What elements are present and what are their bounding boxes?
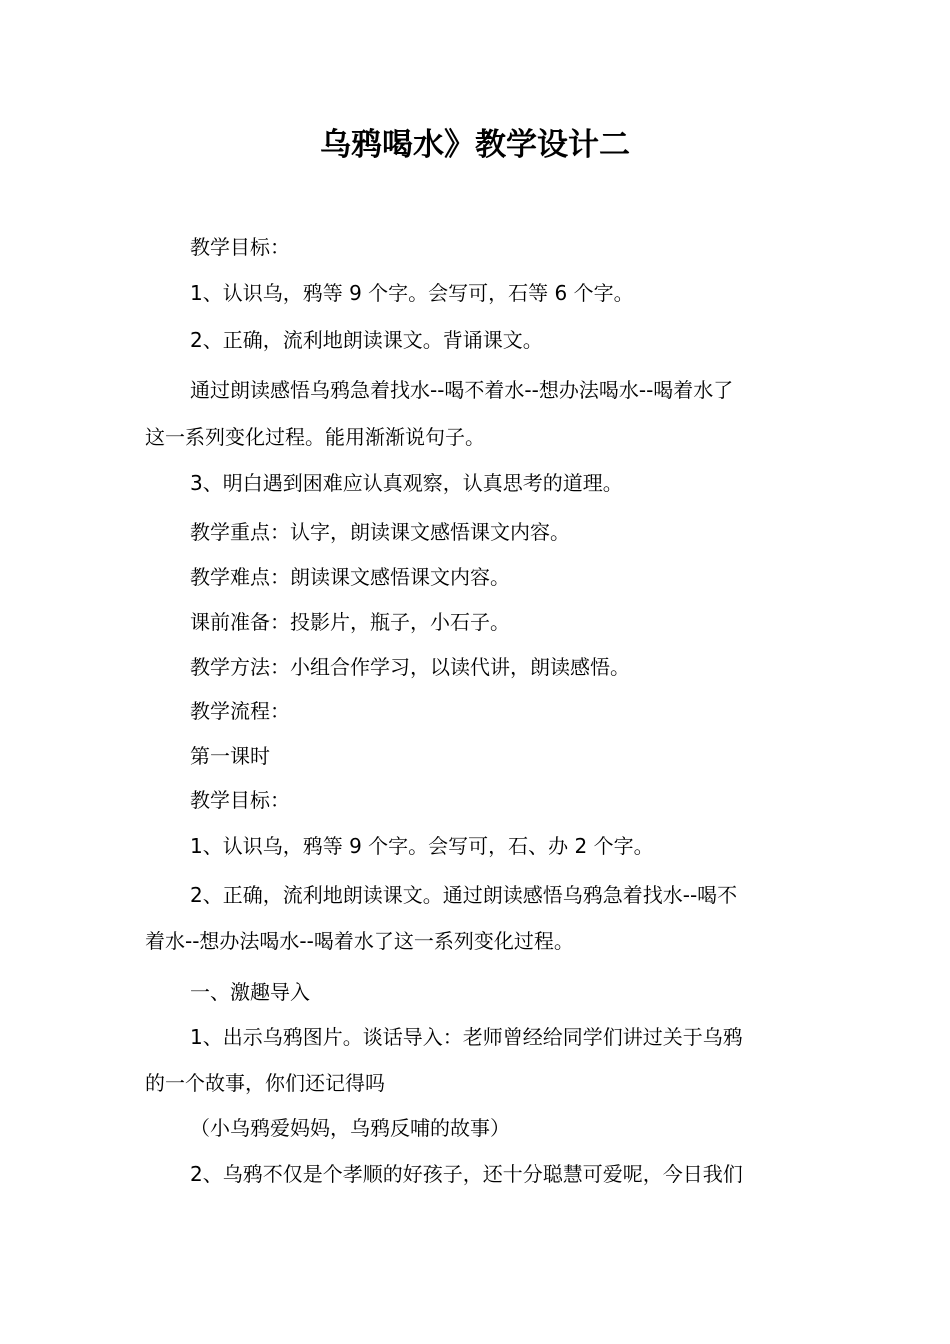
goal-paragraph-line-1: 通过朗读感悟乌鸦急着找水--喝不着水--想办法喝水--喝着水了 (190, 378, 734, 402)
lesson-goals-heading: 教学目标： (190, 788, 290, 812)
teaching-methods: 教学方法：小组合作学习，以读代讲，朗读感悟。 (190, 655, 630, 679)
lesson-goal-item-2-line-1: 2、正确，流利地朗读课文。通过朗读感悟乌鸦急着找水--喝不 (190, 883, 738, 907)
class-preparation: 课前准备：投影片，瓶子，小石子。 (190, 610, 510, 634)
goal-paragraph-line-2: 这一系列变化过程。能用渐渐说句子。 (145, 425, 485, 449)
teaching-key-points: 教学重点：认字，朗读课文感悟课文内容。 (190, 520, 570, 544)
lesson-goal-item-1: 1、认识乌，鸦等 9 个字。会写可，石、办 2 个字。 (190, 834, 654, 858)
section-heading-teaching-goals: 教学目标： (190, 235, 290, 259)
goal-item-2: 2、正确，流利地朗读课文。背诵课文。 (190, 328, 543, 352)
goal-item-3: 3、明白遇到困难应认真观察，认真思考的道理。 (190, 471, 623, 495)
lesson-goal-item-2-line-2: 着水--想办法喝水--喝着水了这一系列变化过程。 (145, 929, 574, 953)
intro-step-1-line-2: 的一个故事，你们还记得吗 (145, 1071, 385, 1095)
intro-step-2-line-1: 2、乌鸦不仅是个孝顺的好孩子，还十分聪慧可爱呢，今日我们 (190, 1162, 743, 1186)
section-heading-intro: 一、激趣导入 (190, 980, 310, 1004)
intro-story-note: （小乌鸦爱妈妈，乌鸦反哺的故事） (190, 1116, 510, 1140)
intro-step-1-line-1: 1、出示乌鸦图片。谈话导入：老师曾经给同学们讲过关于乌鸦 (190, 1025, 743, 1049)
teaching-difficulties: 教学难点：朗读课文感悟课文内容。 (190, 565, 510, 589)
document-title: 乌鸦喝水》教学设计二 (320, 127, 630, 163)
first-lesson-heading: 第一课时 (190, 744, 270, 768)
teaching-process-heading: 教学流程： (190, 699, 290, 723)
goal-item-1: 1、认识乌，鸦等 9 个字。会写可，石等 6 个字。 (190, 281, 634, 305)
